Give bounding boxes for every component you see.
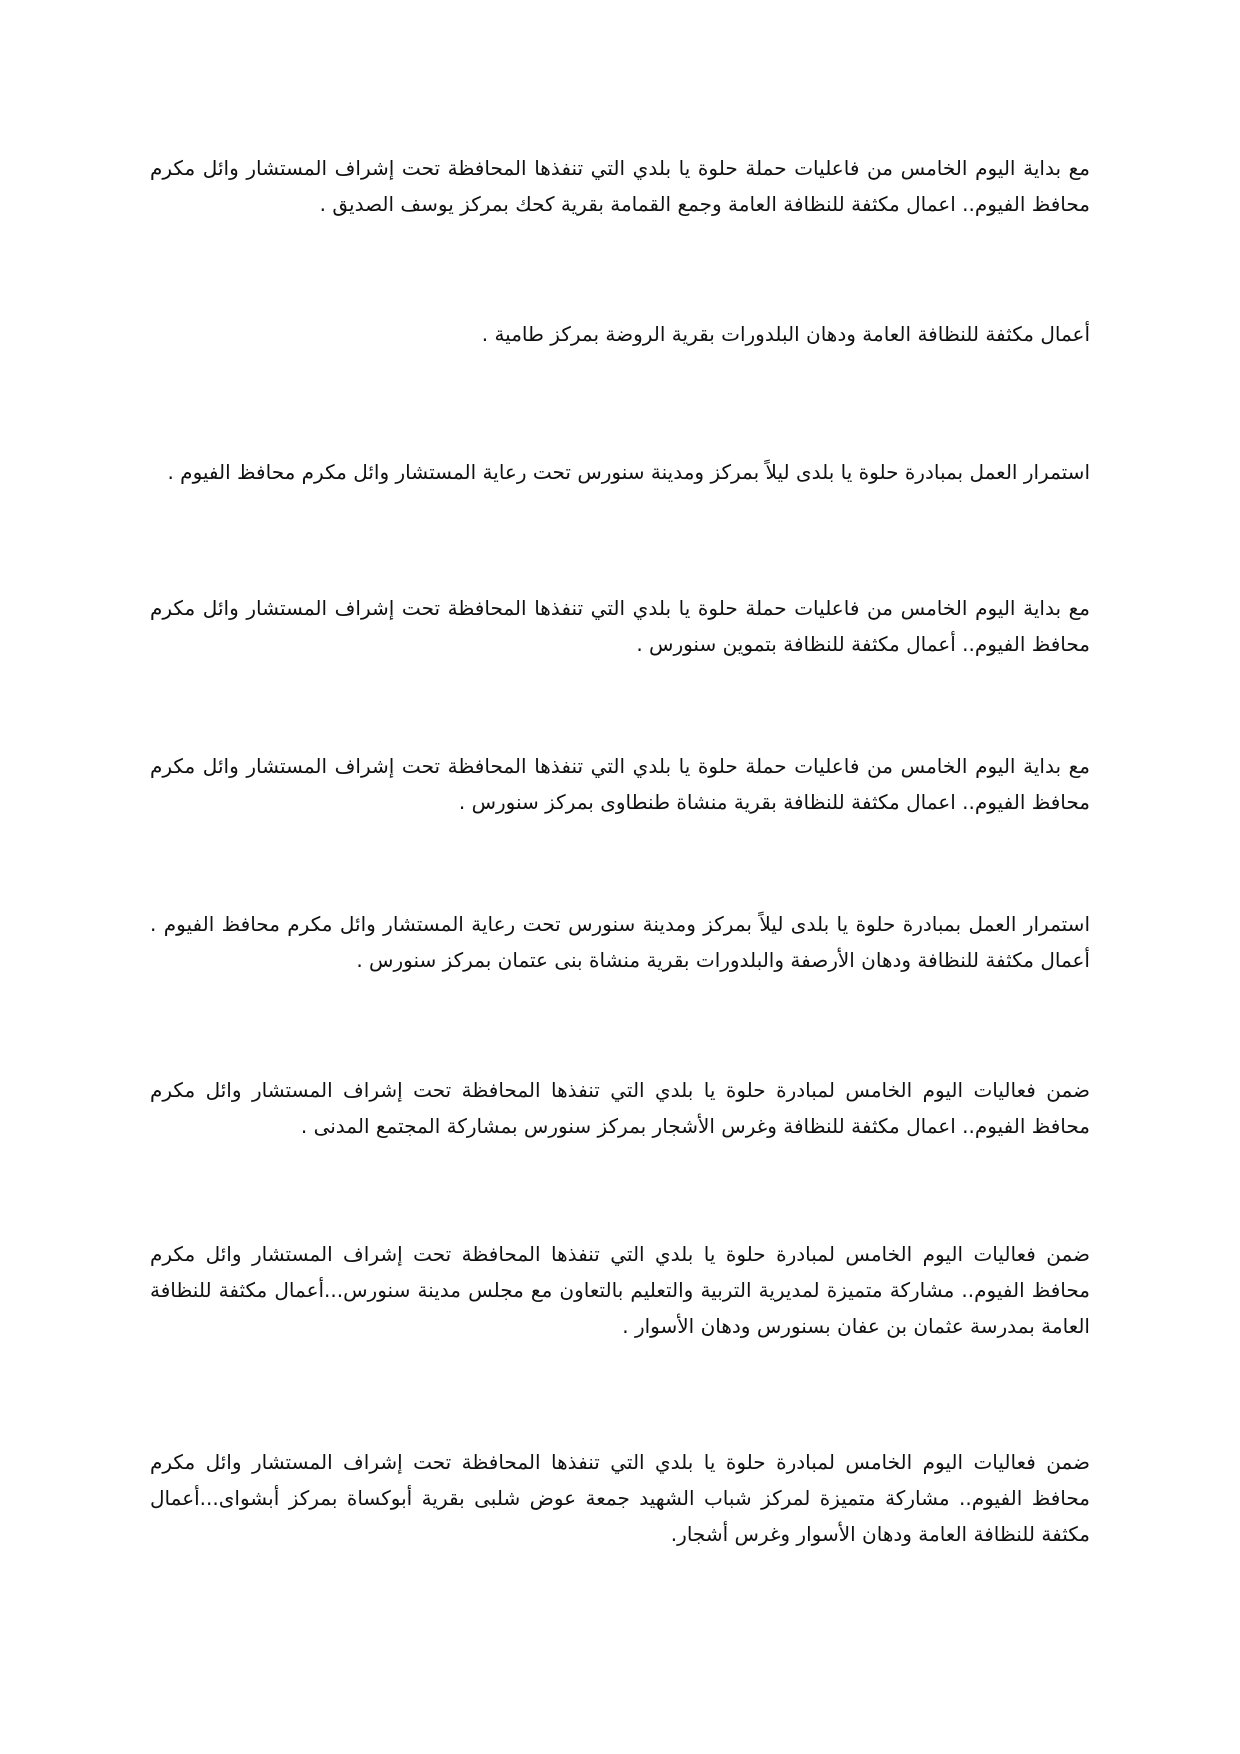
paragraph-sinnuris-night-initiative: استمرار العمل بمبادرة حلوة يا بلدى ليلاً بمركز ومدينة سنورس تحت رعاية المستشار وائل مكرم محافظ الفيوم . xyxy=(167,460,1090,484)
document-body xyxy=(150,150,1090,1552)
paragraph-education-directorate: ضمن فعاليات اليوم الخامس لمبادرة حلوة يا بلدي التي تنفذها المحافظة تحت إشراف المستشار وائل مكرم محافظ الفيوم.. مشاركة متميزة لمديرية التربية والتعليم بالتعاون مع مجلس مدينة سنورس...أعمال مكثفة للنظافة العامة بمدرسة عثمان بن عفان بسنورس ودهان الأسوار . xyxy=(150,1242,1090,1338)
paragraph-tantawy-village-cleaning: مع بداية اليوم الخامس من فاعليات حملة حلوة يا بلدي التي تنفذها المحافظة تحت إشراف المستشار وائل مكرم محافظ الفيوم.. اعمال مكثفة للنظافة بقرية منشاة طنطاوى بمركز سنورس . xyxy=(150,754,1090,814)
paragraph-tree-planting: ضمن فعاليات اليوم الخامس لمبادرة حلوة يا بلدي التي تنفذها المحافظة تحت إشراف المستشار وائل مكرم محافظ الفيوم.. اعمال مكثفة للنظافة وغرس الأشجار بمركز سنورس بمشاركة المجتمع المدنى . xyxy=(150,1078,1090,1138)
paragraph-bani-etman-sidewalks: استمرار العمل بمبادرة حلوة يا بلدى ليلاً بمركز ومدينة سنورس تحت رعاية المستشار وائل مكرم محافظ الفيوم . أعمال مكثفة للنظافة ودهان الأرصفة والبلدورات بقرية منشاة بنى عتمان بمركز سنورس . xyxy=(150,912,1090,972)
paragraph-youth-center: ضمن فعاليات اليوم الخامس لمبادرة حلوة يا بلدي التي تنفذها المحافظة تحت إشراف المستشار وائل مكرم محافظ الفيوم.. مشاركة متميزة لمركز شباب الشهيد جمعة عوض شلبى بقرية أبوكساة بمركز أبشواى...أعمال مكثفة للنظافة العامة ودهان الأسوار وغرس أشجار. xyxy=(150,1450,1090,1546)
paragraph-rawda-village-painting: أعمال مكثفة للنظافة العامة ودهان البلدورات بقرية الروضة بمركز طامية . xyxy=(481,322,1090,346)
paragraph-kahk-village-cleaning: مع بداية اليوم الخامس من فاعليات حملة حلوة يا بلدي التي تنفذها المحافظة تحت إشراف المستشار وائل مكرم محافظ الفيوم.. اعمال مكثفة للنظافة العامة وجمع القمامة بقرية كحك بمركز يوسف الصديق . xyxy=(150,156,1090,216)
paragraph-sinnuris-supply-cleaning: مع بداية اليوم الخامس من فاعليات حملة حلوة يا بلدي التي تنفذها المحافظة تحت إشراف المستشار وائل مكرم محافظ الفيوم.. أعمال مكثفة للنظافة بتموين سنورس . xyxy=(150,596,1090,656)
